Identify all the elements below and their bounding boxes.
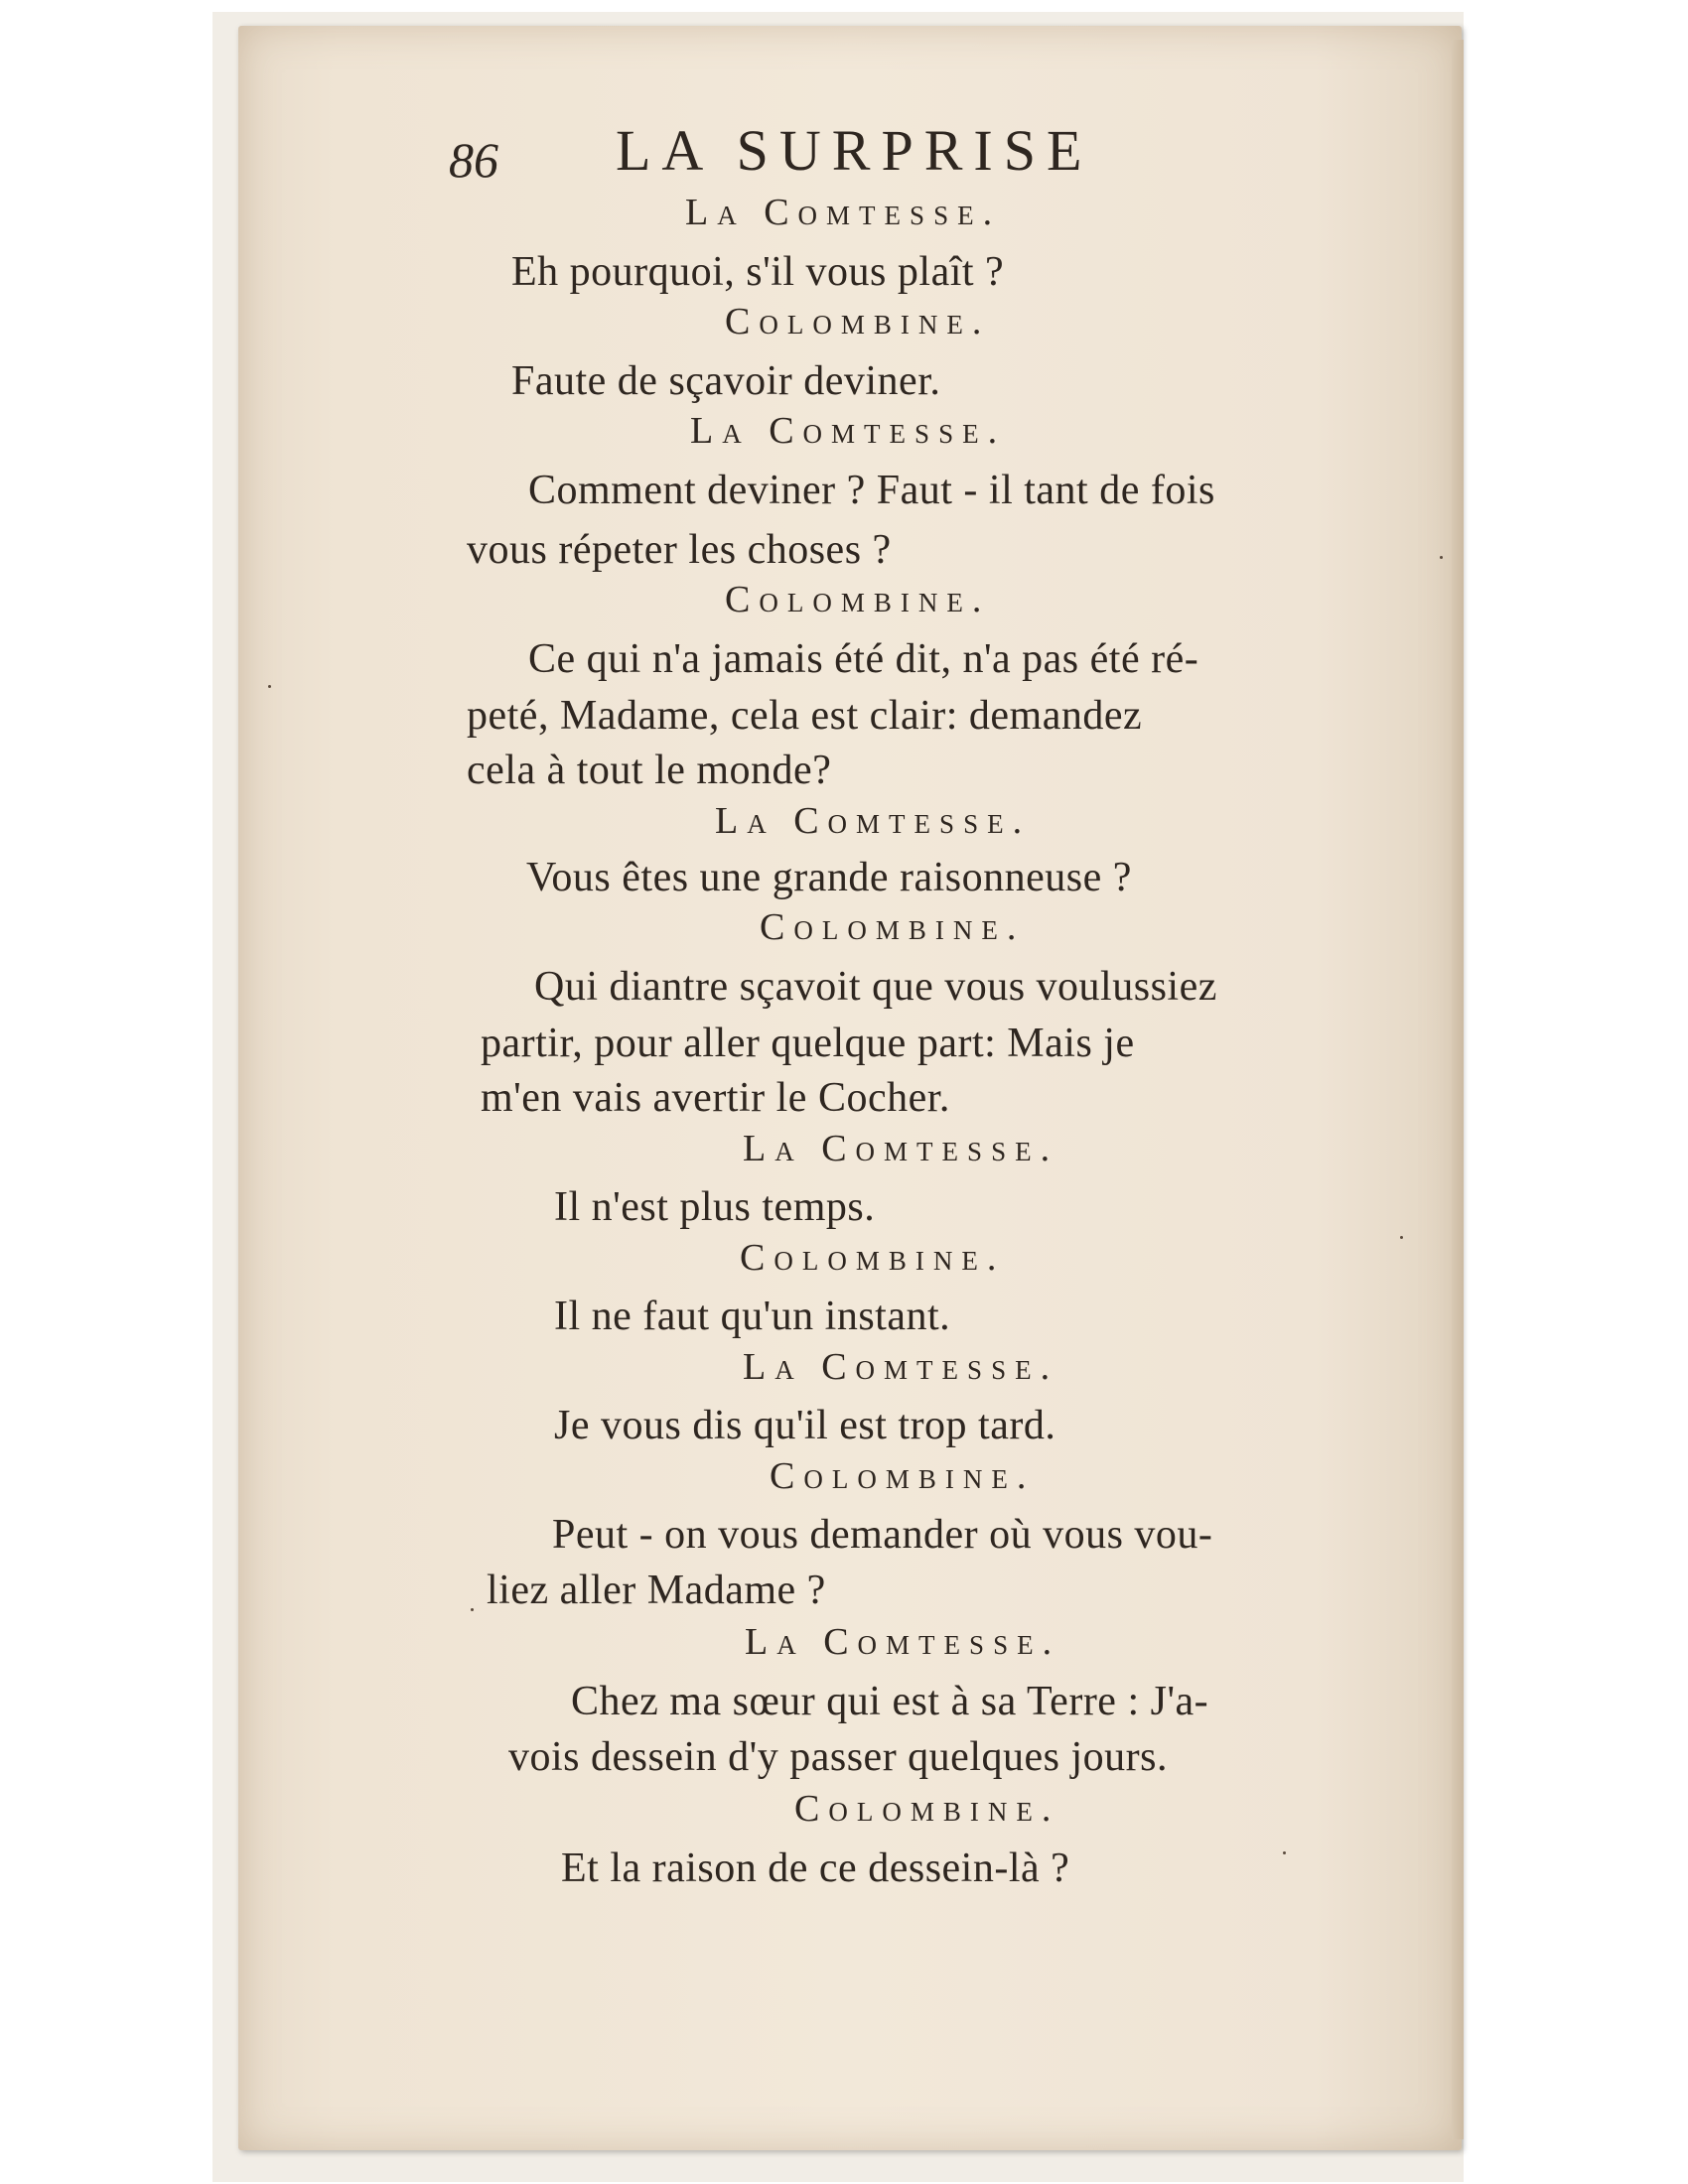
dialogue-line: Je vous dis qu'il est trop tard. bbox=[554, 1403, 1056, 1448]
paper-speck bbox=[1400, 1236, 1403, 1239]
speaker-name: Colombine. bbox=[725, 579, 991, 620]
dialogue-line: Il ne faut qu'un instant. bbox=[554, 1294, 951, 1339]
dialogue-line: m'en vais avertir le Cocher. bbox=[481, 1075, 950, 1121]
speaker-name: La Comtesse. bbox=[685, 192, 1002, 233]
speaker-name: La Comtesse. bbox=[743, 1346, 1059, 1388]
dialogue-line: Et la raison de ce dessein-là ? bbox=[561, 1845, 1070, 1891]
dialogue-line: liez aller Madame ? bbox=[487, 1568, 826, 1613]
dialogue-line: Comment deviner ? Faut - il tant de fois bbox=[528, 468, 1215, 513]
dialogue-line: Qui diantre sçavoit que vous voulussiez bbox=[534, 964, 1217, 1010]
paper-speck bbox=[1440, 556, 1443, 559]
speaker-name: La Comtesse. bbox=[690, 410, 1007, 452]
page-number: 86 bbox=[449, 132, 498, 188]
speaker-name: Colombine. bbox=[794, 1788, 1060, 1830]
speaker-name: Colombine. bbox=[770, 1455, 1036, 1497]
dialogue-line: Faute de sçavoir deviner. bbox=[511, 358, 941, 404]
speaker-name: Colombine. bbox=[740, 1237, 1006, 1279]
dialogue-line: Peut - on vous demander où vous vou- bbox=[552, 1512, 1213, 1558]
speaker-name: Colombine. bbox=[760, 906, 1026, 948]
speaker-name: La Comtesse. bbox=[743, 1128, 1059, 1169]
dialogue-line: vois dessein d'y passer quelques jours. bbox=[508, 1734, 1168, 1780]
dialogue-line: vous répeter les choses ? bbox=[467, 527, 892, 573]
speaker-name: Colombine. bbox=[725, 301, 991, 342]
dialogue-line: partir, pour aller quelque part: Mais je bbox=[481, 1021, 1135, 1066]
dialogue-line: Chez ma sœur qui est à sa Terre : J'a- bbox=[571, 1679, 1209, 1724]
speaker-name: La Comtesse. bbox=[745, 1621, 1061, 1663]
paper-speck bbox=[268, 685, 271, 688]
dialogue-line: Ce qui n'a jamais été dit, n'a pas été ré- bbox=[528, 636, 1199, 682]
dialogue-line: cela à tout le monde? bbox=[467, 748, 832, 793]
running-title: LA SURPRISE bbox=[616, 118, 1093, 183]
paper-speck bbox=[1283, 1851, 1286, 1854]
paper-speck bbox=[471, 1608, 474, 1611]
dialogue-line: Eh pourquoi, s'il vous plaît ? bbox=[511, 249, 1005, 295]
speaker-name: La Comtesse. bbox=[715, 800, 1032, 842]
dialogue-line: Vous êtes une grande raisonneuse ? bbox=[526, 855, 1132, 900]
dialogue-line: Il n'est plus temps. bbox=[554, 1184, 876, 1230]
dialogue-line: peté, Madame, cela est clair: demandez bbox=[467, 693, 1143, 739]
